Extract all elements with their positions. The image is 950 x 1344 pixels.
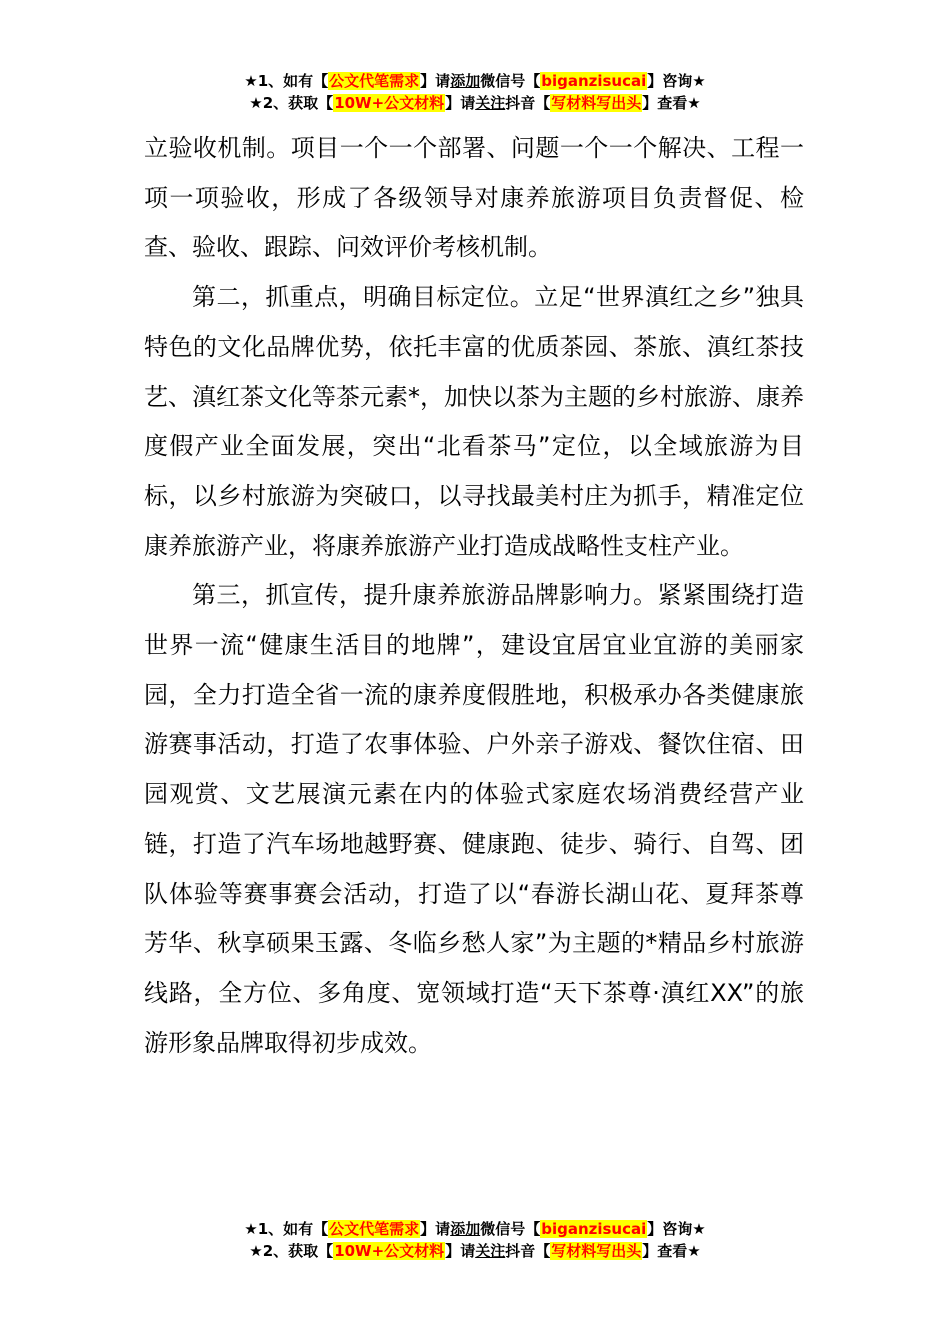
promo-text: 】请 [445,1242,476,1260]
promo-emphasis: 关注 [475,94,506,112]
promo-line-2 [0,1240,950,1262]
promo-text: 】咨询★ [647,72,706,90]
promo-text: 微信号【 [480,1220,541,1238]
promo-text: 微信号【 [480,72,541,90]
promo-wechat-id: biganzisucai [541,72,647,90]
promo-emphasis: 添加 [450,1220,481,1238]
promo-wechat-id: biganzisucai [541,1220,647,1238]
promo-douyin-id: 写材料写出头 [551,1242,642,1260]
header-promo-banner [0,70,950,114]
promo-highlight: 10W+公文材料 [334,94,445,112]
promo-text: ★1、如有【 [244,1220,329,1238]
promo-text: 】查看★ [642,94,701,112]
footer-promo-banner [0,1218,950,1262]
promo-text: ★1、如有【 [244,72,329,90]
promo-highlight: 10W+公文材料 [334,1242,445,1260]
promo-line-1 [0,70,950,92]
paragraph-continuation: 立验收机制。项目一个一个部署、问题一个一个解决、工程一项一项验收，形成了各级领导对康养旅游项目负责督促、检查、验收、跟踪、问效评价考核机制。 [144,134,804,262]
promo-emphasis: 关注 [475,1242,506,1260]
promo-douyin-id: 写材料写出头 [551,94,642,112]
promo-text: ★2、获取【 [249,1242,334,1260]
promo-highlight: 公文代笔需求 [329,72,420,90]
promo-text: 】请 [445,94,476,112]
promo-text: 】查看★ [642,1242,701,1260]
promo-line-1 [0,1218,950,1240]
promo-highlight: 公文代笔需求 [329,1220,420,1238]
promo-text: 】咨询★ [647,1220,706,1238]
promo-text: 】请 [420,1220,451,1238]
promo-emphasis: 添加 [450,72,481,90]
paragraph-third-point: 第三，抓宣传，提升康养旅游品牌影响力。紧紧围绕打造世界一流“健康生活目的地牌”，建设宜居宜业宜游的美丽家园，全力打造全省一流的康养度假胜地，积极承办各类健康旅游赛事活动，打造了农事体验、户外亲子游戏、餐饮住宿、田园观赏、文艺展演元素在内的体验式家庭农场消费经营产业链，打造了汽车场地越野赛、健康跑、徒步、骑行、自驾、团队体验等赛事赛会活动，打造了以“春游长湖山花、夏拜茶尊芳华、秋享硕果玉露、冬临乡愁人家”为主题的*精品乡村旅游线路，全方位、多角度、宽领域打造“天下茶尊·滇红XX”的旅游形象品牌取得初步成效。 [144,581,804,1057]
promo-text: 】请 [420,72,451,90]
promo-text: 抖音【 [505,94,551,112]
promo-text: ★2、获取【 [249,94,334,112]
document-body [144,124,804,1068]
promo-text: 抖音【 [505,1242,551,1260]
paragraph-second-point: 第二，抓重点，明确目标定位。立足“世界滇红之乡”独具特色的文化品牌优势，依托丰富的优质茶园、茶旅、滇红茶技艺、滇红茶文化等茶元素*，加快以茶为主题的乡村旅游、康养度假产业全面发展，突出“北看茶马”定位，以全域旅游为目标，以乡村旅游为突破口，以寻找最美村庄为抓手，精准定位康养旅游产业，将康养旅游产业打造成战略性支柱产业。 [144,283,804,560]
promo-line-2 [0,92,950,114]
